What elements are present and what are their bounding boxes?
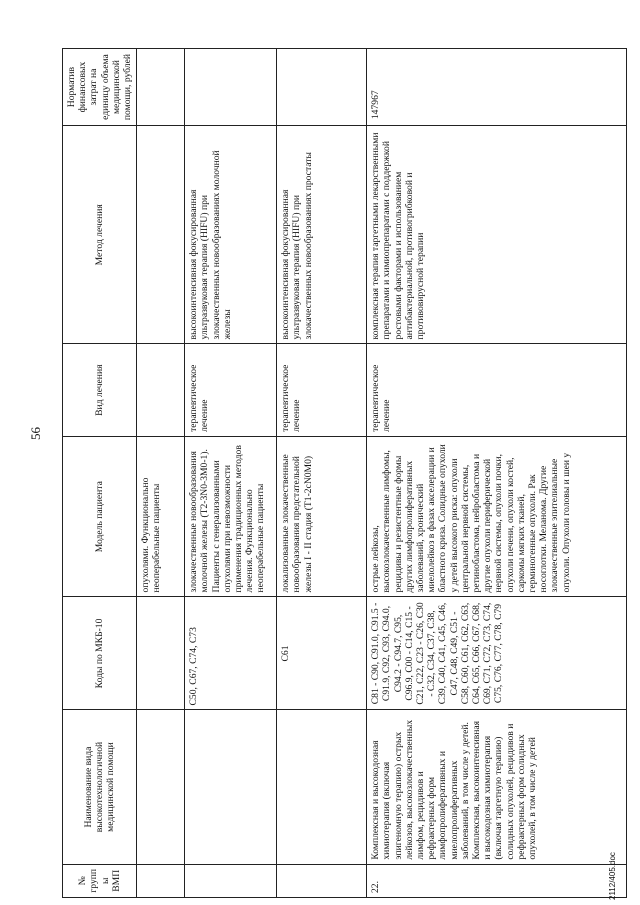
header-vmp-name: Наименование вида высокотехнологичной медицинской помощи — [63, 710, 137, 864]
header-icd-codes: Коды по МКБ-10 — [63, 597, 137, 710]
cell-model: опухолями. Функционально неоперабельные пациенты — [137, 436, 185, 597]
cell-num — [277, 864, 367, 897]
cell-codes: C61 — [277, 597, 367, 710]
cell-type: терапевтическое лечение — [185, 344, 277, 436]
page-number: 56 — [28, 427, 43, 440]
table-row — [277, 49, 367, 898]
cell-model: локализованные злокачественные новообразования предстательной железы I - II стадия (T1-2cN0M0) — [277, 436, 367, 597]
header-group-number: № группы ВМП — [63, 864, 137, 897]
cell-name — [277, 710, 367, 864]
cell-type — [137, 344, 185, 436]
cell-method: высокоинтенсивная фокусированная ультразвуковая терапия (HIFU) при злокачественных новообразованиях простаты — [277, 126, 367, 344]
cell-codes — [137, 597, 185, 710]
cell-model: злокачественные новообразования молочной железы (T2-3N0-3M0-1). Пациенты с генерализованными опухолями при невозможности применения традиционных методов лечения. Функционально неоперабельные пациенты — [185, 436, 277, 597]
cell-method: комплексная терапия таргетными лекарственными препаратами и химиопрепаратами с поддержкой ростовыми факторами и использованием антибактериальной, противогрибковой и противовирусной терапии — [367, 126, 627, 344]
cell-codes: C81 - C90, C91.0, C91.5 - C91.9, C92, C93, C94.0, C94.2 - C94.7, C95, C96.9, C00 - C14, C15 - C21, C22, C23 - C26, C30 - C32, C34, C37, C38, C39, C40, C41, C45, C46, C47, C48, C49, C51 - C58, C60, C61, C62, C63, C64, C65, C66, C67, C68, C69, C71, C72, C73, C74, C75, C76, C77, C78, C79 — [367, 597, 627, 710]
header-treatment-method: Метод лечения — [63, 126, 137, 344]
table-row — [367, 49, 627, 898]
cell-model: острые лейкозы, высокозлокачественные лимфомы, рецидивы и резистентные формы других лимфопролиферативных заболеваний, хронический миелолейкоз в фазах акселерации и бластного криза. Солидные опухоли у детей высокого риска: опухоли центральной нервной системы, ретинобластома, нейробластома и другие опухоли периферической нервной системы, опухоли почки, опухоли печени, опухоли костей, саркомы мягких тканей, герминогенные опухоли. Рак носоглотки. Меланома. Другие злокачественные эпителиальные опухоли. Опухоли головы и шеи у — [367, 436, 627, 597]
cell-num — [137, 864, 185, 897]
cell-norm: 147967 — [367, 49, 627, 126]
cell-codes: C50, C67, C74, C73 — [185, 597, 277, 710]
cell-method — [137, 126, 185, 344]
cell-num — [185, 864, 277, 897]
header-patient-model: Модель пациента — [63, 436, 137, 597]
rotated-table-container — [62, 48, 622, 898]
cell-type: терапевтическое лечение — [367, 344, 627, 436]
header-treatment-type: Вид лечения — [63, 344, 137, 436]
vmp-table — [62, 48, 627, 898]
cell-norm — [185, 49, 277, 126]
cell-num: 22. — [367, 864, 627, 897]
cell-norm — [277, 49, 367, 126]
header-cost-norm: Норматив финансовых затрат на единицу объема медицинской помощи, рублей — [63, 49, 137, 126]
cell-name — [137, 710, 185, 864]
cell-method: высокоинтенсивная фокусированная ультразвуковая терапия (HIFU) при злокачественных новообразованиях молочной железы — [185, 126, 277, 344]
cell-norm — [137, 49, 185, 126]
table-row — [185, 49, 277, 898]
table-row — [137, 49, 185, 898]
cell-type: терапевтическое лечение — [277, 344, 367, 436]
cell-name: Комплексная и высокодозная химиотерапия (включая эпигеномную терапию) острых лейкозов, высокозлокачественных лимфом, рецидивов и рефрактерных форм лимфопролиферативных и миелопролиферативных заболеваний, в том числе у детей. Комплексная, высокоинтенсивная и высокодозная химиотерапия (включая таргетную терапию) солидных опухолей, рецидивов и рефрактерных форм солидных опухолей, в том числе у детей — [367, 710, 627, 864]
table-header-row — [63, 49, 137, 898]
cell-name — [185, 710, 277, 864]
document-id: 2112/405.doc — [608, 852, 617, 900]
